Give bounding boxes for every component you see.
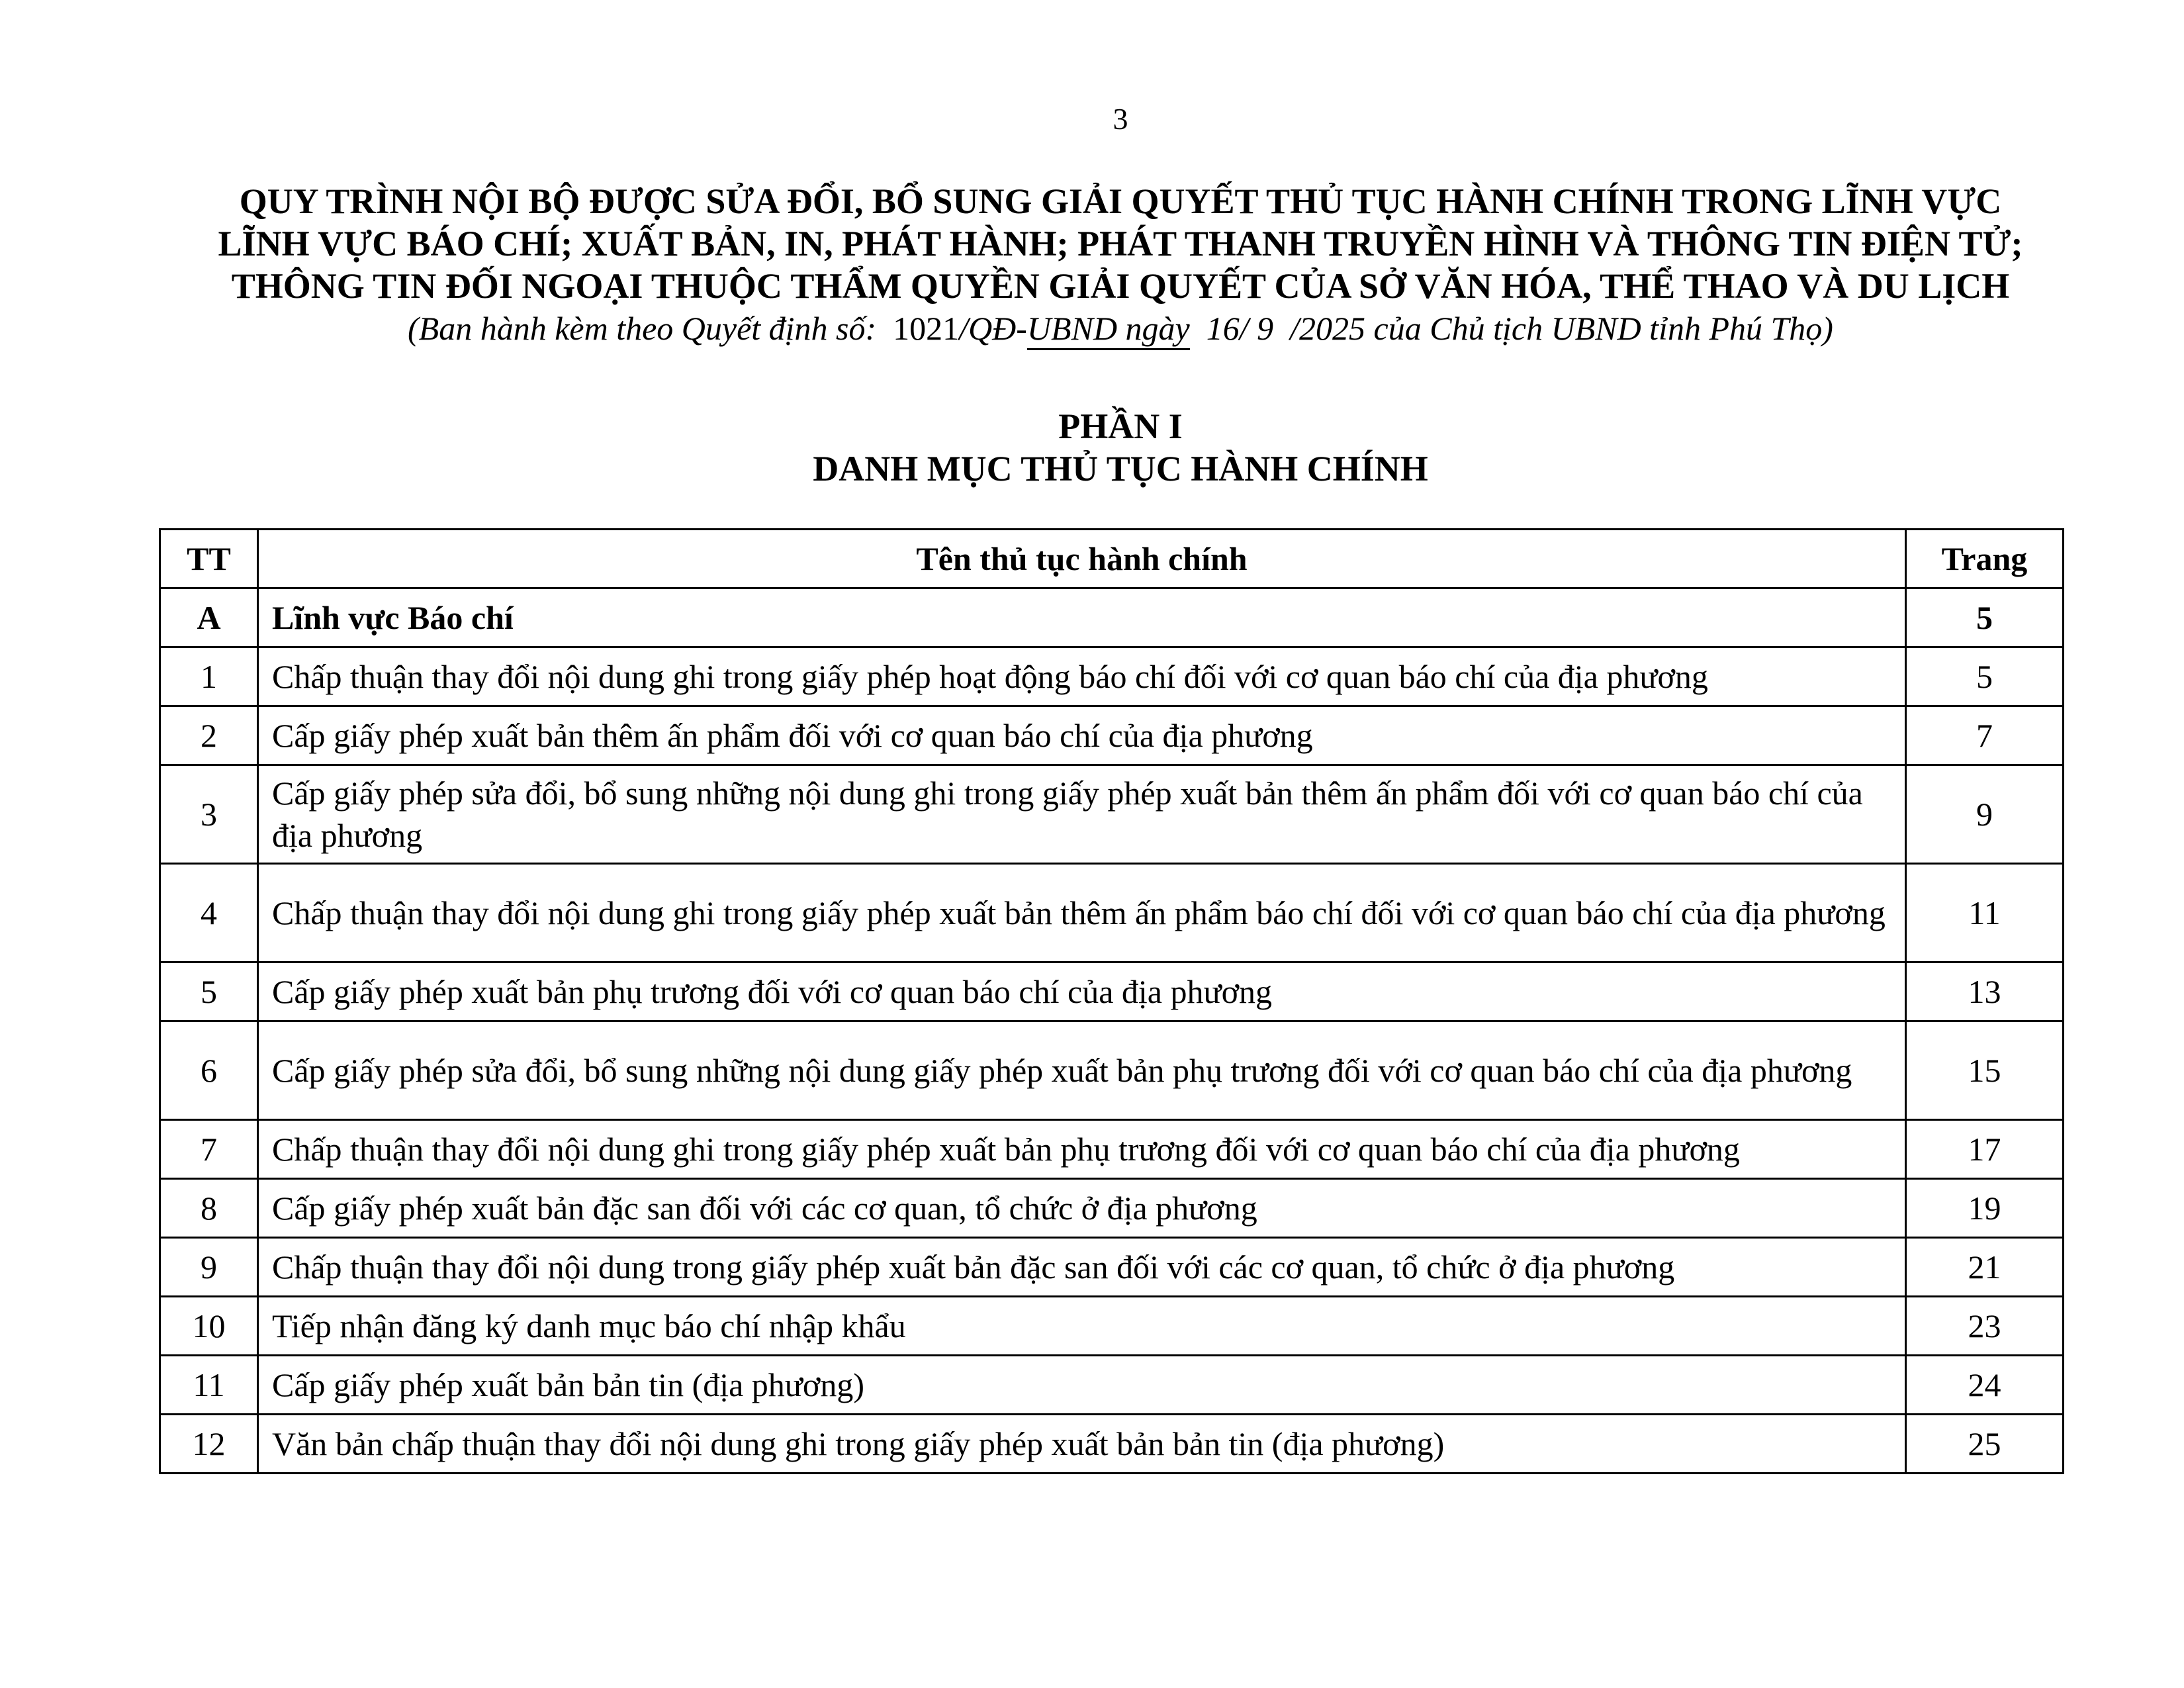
row-name: Cấp giấy phép xuất bản bản tin (địa phương) bbox=[258, 1356, 1906, 1415]
issuance-note-prefix: (Ban hành kèm theo Quyết định số: bbox=[408, 310, 877, 347]
section-name: Lĩnh vực Báo chí bbox=[258, 588, 1906, 647]
part-label: PHẦN I bbox=[1058, 406, 1183, 446]
row-name: Tiếp nhận đăng ký danh mục báo chí nhập khẩu bbox=[258, 1297, 1906, 1356]
decision-org-underlined: UBND ngày bbox=[1027, 308, 1190, 350]
row-page: 23 bbox=[1906, 1297, 2064, 1356]
row-name: Cấp giấy phép xuất bản phụ trương đối với cơ quan báo chí của địa phương bbox=[258, 962, 1906, 1021]
row-tt: 10 bbox=[160, 1297, 258, 1356]
table-row bbox=[160, 962, 2064, 1021]
issuance-note bbox=[0, 307, 2184, 350]
row-page: 17 bbox=[1906, 1120, 2064, 1179]
header-page: Trang bbox=[1906, 530, 2064, 588]
row-tt: 5 bbox=[160, 962, 258, 1021]
document-title-line-2: LĨNH VỰC BÁO CHÍ; XUẤT BẢN, IN, PHÁT HÀNH; PHÁT THANH TRUYỀN HÌNH VÀ THÔNG TIN ĐIỆN TỬ; bbox=[218, 224, 2023, 263]
table-row bbox=[160, 1120, 2064, 1179]
row-page: 19 bbox=[1906, 1179, 2064, 1238]
row-name: Cấp giấy phép sửa đổi, bổ sung những nội dung ghi trong giấy phép xuất bản thêm ấn phẩm đối với cơ quan báo chí của địa phương bbox=[258, 765, 1906, 864]
section-tt: A bbox=[160, 588, 258, 647]
part-title: DANH MỤC THỦ TỤC HÀNH CHÍNH bbox=[813, 449, 1428, 489]
table-row bbox=[160, 765, 2064, 864]
row-tt: 2 bbox=[160, 706, 258, 765]
table-header-row bbox=[160, 530, 2064, 588]
decision-number: 1021 bbox=[893, 310, 960, 347]
row-page: 7 bbox=[1906, 706, 2064, 765]
table-row bbox=[160, 1356, 2064, 1415]
row-tt: 8 bbox=[160, 1179, 258, 1238]
part-heading bbox=[0, 405, 2184, 490]
document-title-line-3: THÔNG TIN ĐỐI NGOẠI THUỘC THẨM QUYỀN GIẢI QUYẾT CỦA SỞ VĂN HÓA, THỂ THAO VÀ DU LỊCH bbox=[231, 266, 2010, 306]
row-tt: 1 bbox=[160, 647, 258, 706]
row-name: Chấp thuận thay đổi nội dung ghi trong giấy phép xuất bản thêm ấn phẩm báo chí đối với cơ quan báo chí của địa phương bbox=[258, 864, 1906, 962]
header-tt: TT bbox=[160, 530, 258, 588]
row-name: Chấp thuận thay đổi nội dung ghi trong giấy phép xuất bản phụ trương đối với cơ quan báo chí của địa phương bbox=[258, 1120, 1906, 1179]
table-row bbox=[160, 1021, 2064, 1120]
table-row bbox=[160, 1415, 2064, 1474]
row-page: 24 bbox=[1906, 1356, 2064, 1415]
table-row bbox=[160, 706, 2064, 765]
row-name: Văn bản chấp thuận thay đổi nội dung ghi trong giấy phép xuất bản bản tin (địa phương) bbox=[258, 1415, 1906, 1474]
table-row bbox=[160, 1238, 2064, 1297]
section-page: 5 bbox=[1906, 588, 2064, 647]
issuance-note-suffix: /2025 của Chủ tịch UBND tỉnh Phú Thọ) bbox=[1290, 310, 1833, 347]
table-row bbox=[160, 1179, 2064, 1238]
row-page: 11 bbox=[1906, 864, 2064, 962]
procedure-table bbox=[159, 528, 2064, 1474]
row-tt: 7 bbox=[160, 1120, 258, 1179]
table-row bbox=[160, 864, 2064, 962]
row-page: 13 bbox=[1906, 962, 2064, 1021]
row-tt: 3 bbox=[160, 765, 258, 864]
page-number: 3 bbox=[1113, 102, 1128, 136]
row-page: 25 bbox=[1906, 1415, 2064, 1474]
document-title-line-1: QUY TRÌNH NỘI BỘ ĐƯỢC SỬA ĐỔI, BỔ SUNG GIẢI QUYẾT THỦ TỤC HÀNH CHÍNH TRONG LĨNH VỰC bbox=[239, 181, 2002, 221]
row-name: Chấp thuận thay đổi nội dung ghi trong giấy phép hoạt động báo chí đối với cơ quan báo chí của địa phương bbox=[258, 647, 1906, 706]
row-page: 21 bbox=[1906, 1238, 2064, 1297]
table-row bbox=[160, 1297, 2064, 1356]
section-row bbox=[160, 588, 2064, 647]
row-name: Cấp giấy phép sửa đổi, bổ sung những nội dung giấy phép xuất bản phụ trương đối với cơ quan báo chí của địa phương bbox=[258, 1021, 1906, 1120]
row-tt: 12 bbox=[160, 1415, 258, 1474]
decision-suffix: /QĐ- bbox=[959, 310, 1027, 347]
row-page: 9 bbox=[1906, 765, 2064, 864]
document-title bbox=[0, 180, 2184, 307]
header-name: Tên thủ tục hành chính bbox=[258, 530, 1906, 588]
row-tt: 6 bbox=[160, 1021, 258, 1120]
row-name: Cấp giấy phép xuất bản thêm ấn phẩm đối với cơ quan báo chí của địa phương bbox=[258, 706, 1906, 765]
row-page: 5 bbox=[1906, 647, 2064, 706]
row-tt: 4 bbox=[160, 864, 258, 962]
row-name: Chấp thuận thay đổi nội dung trong giấy phép xuất bản đặc san đối với các cơ quan, tổ chức ở địa phương bbox=[258, 1238, 1906, 1297]
row-tt: 11 bbox=[160, 1356, 258, 1415]
row-page: 15 bbox=[1906, 1021, 2064, 1120]
row-name: Cấp giấy phép xuất bản đặc san đối với các cơ quan, tổ chức ở địa phương bbox=[258, 1179, 1906, 1238]
table-row bbox=[160, 647, 2064, 706]
row-tt: 9 bbox=[160, 1238, 258, 1297]
decision-date: 16/ 9 bbox=[1206, 310, 1274, 347]
